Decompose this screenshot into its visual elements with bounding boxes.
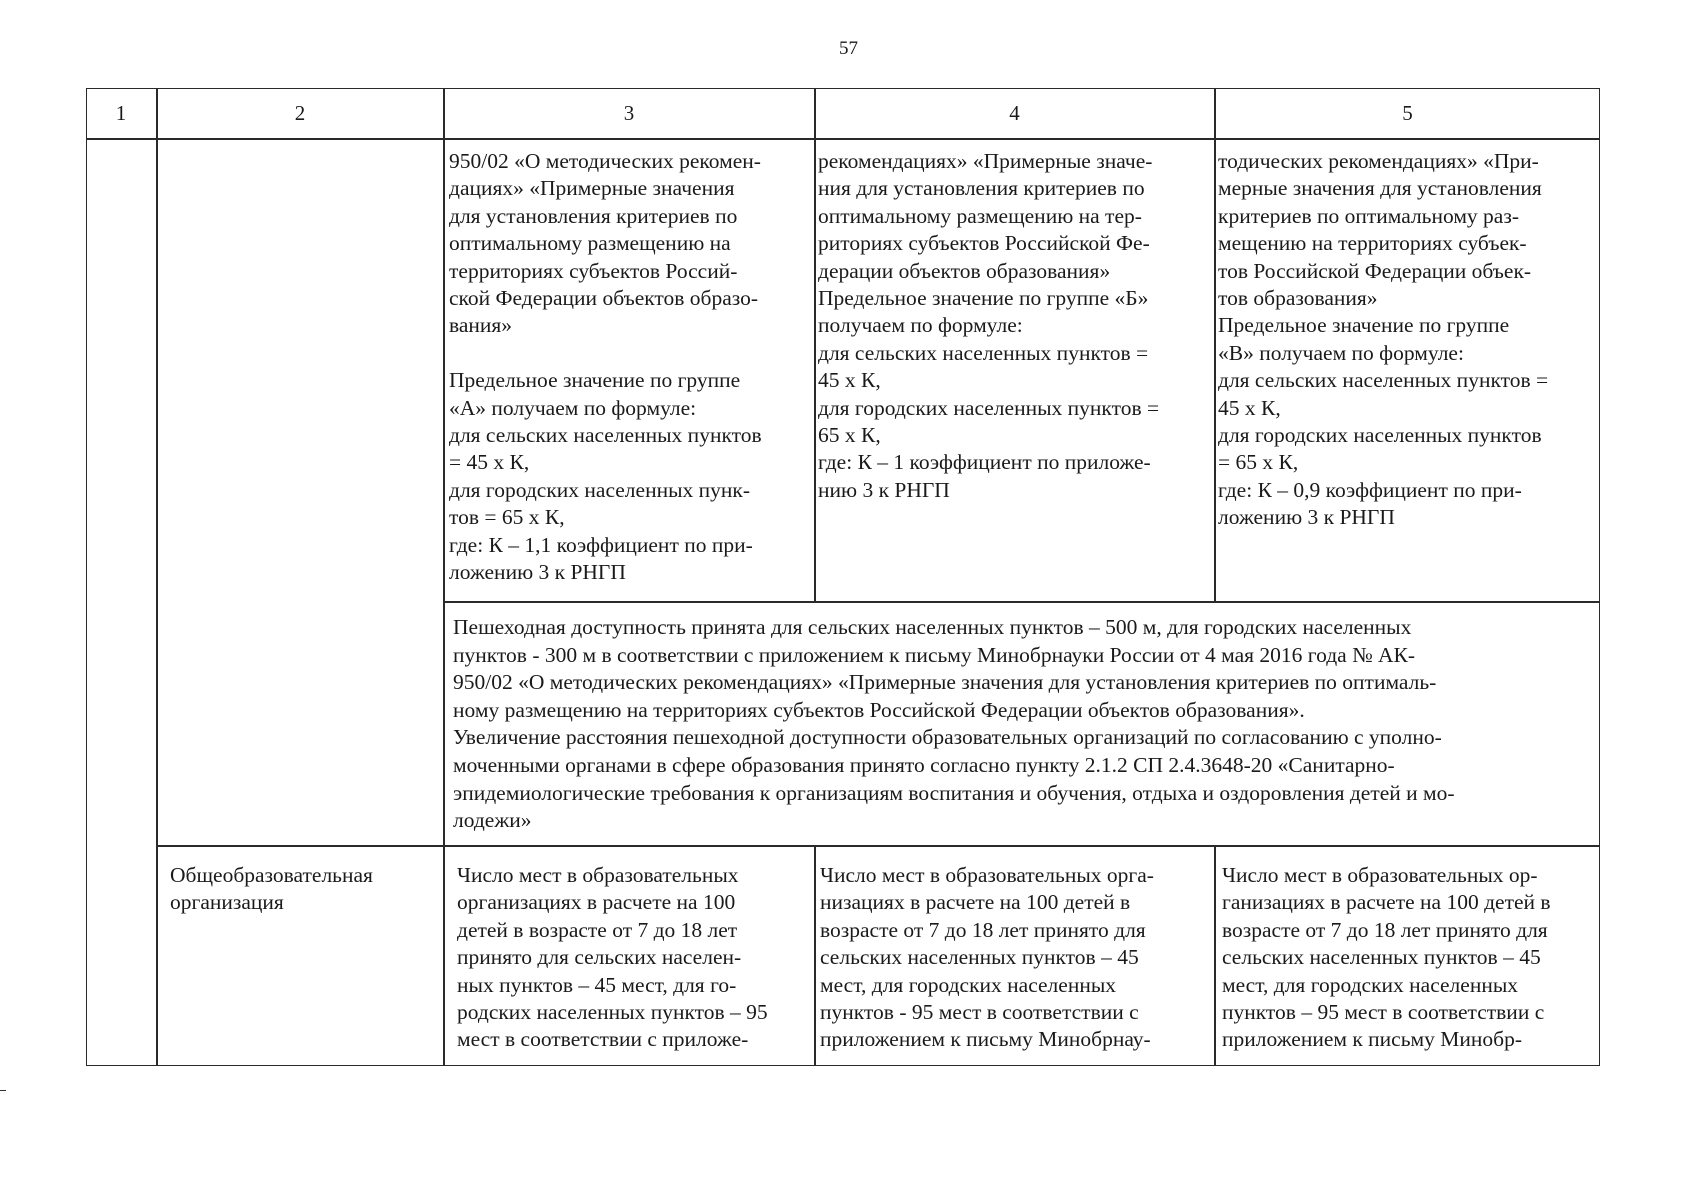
column-divider [814,88,816,602]
column-divider [814,846,816,1066]
row-divider [443,601,1600,603]
header-cell-2: 2 [294,101,306,125]
table-cell-row3-col2: Общеобразовательная организация [170,863,373,915]
header-cell-5: 5 [1402,101,1413,125]
table-cell-row3-col3: Число мест в образовательных организациях в расчете на 100 детей в возрасте от 7 до 18 лет принято для сельских населен- ных пунктов – 45 мест, для го- родских населенных пунктов – 95 мест в соответствии с приложе- [457,863,768,1052]
table-cell-row1-col5: тодических рекомендациях» «При- мерные значения для установления критериев по оптимальному раз- мещению на территориях субъек- тов Российской Федерации объек- тов образования» Предельное значение по группе «В» получаем по формуле: для сельских населенных пунктов = 45 х К, для городских населенных пунктов = 65 х К, где: К – 0,9 коэффициент по при- ложению 3 к РНГП [1218,149,1549,530]
header-cell-1: 1 [115,101,127,125]
row-divider [156,845,1600,847]
page-number: 57 [839,38,858,59]
header-cell-3: 3 [623,101,635,125]
table-cell-row2-merged: Пешеходная доступность принята для сельских населенных пунктов – 500 м, для городских населенных пунктов - 300 м в соответствии с приложением к письму Минобрнауки России от 4 мая 2016 года № АК- 950/02 «О методических рекомендациях» «Примерные значения для установления критериев по оптималь- ному размещению на территориях субъектов Российской Федерации объектов образования». Увеличение расстояния пешеходной доступности образовательных организаций по согласованию с уполно- моченными органами в сфере образования принято согласно пункту 2.1.2 СП 2.4.3648-20 «Санитарно- эпидемиологические требования к организациям воспитания и обучения, отдыха и оздоровления детей и мо- лодежи» [453,615,1455,833]
table-cell-row3-col5: Число мест в образовательных ор- ганизациях в расчете на 100 детей в возрасте от 7 до 18 лет принято для сельских населенных пунктов – 45 мест, для городских населенных пунктов – 95 мест в соответствии с приложением к письму Минобр- [1222,863,1551,1052]
scan-mark [0,1090,6,1091]
table-cell-row1-col4: рекомендациях» «Примерные значе- ния для установления критериев по оптимальному размещению на тер- риториях субъектов Российской Фе- дерации объектов образования» Предельное значение по группе «Б» получаем по формуле: для сельских населенных пунктов = 45 х К, для городских населенных пунктов = 65 х К, где: К – 1 коэффициент по приложе- нию 3 к РНГП [818,149,1160,502]
table-cell-row1-col3: 950/02 «О методических рекомен- дациях» «Примерные значения для установления критериев по оптимальному размещению на территориях субъектов Россий- ской Федерации объектов образо- вания» Предельное значение по группе «А» получаем по формуле: для сельских населенных пунктов = 45 х К, для городских населенных пунк- тов = 65 х К, где: К – 1,1 коэффициент по при- ложению 3 к РНГП [449,149,762,585]
column-divider [156,88,158,1066]
column-divider [1214,846,1216,1066]
header-divider [86,138,1600,140]
table-cell-row3-col4: Число мест в образовательных орга- низациях в расчете на 100 детей в возрасте от 7 до 18 лет принято для сельских населенных пунктов – 45 мест, для городских населенных пунктов - 95 мест в соответствии с приложением к письму Минобрнау- [820,863,1154,1052]
header-cell-4: 4 [1009,101,1020,125]
column-divider [1214,88,1216,602]
column-divider [443,88,445,1066]
